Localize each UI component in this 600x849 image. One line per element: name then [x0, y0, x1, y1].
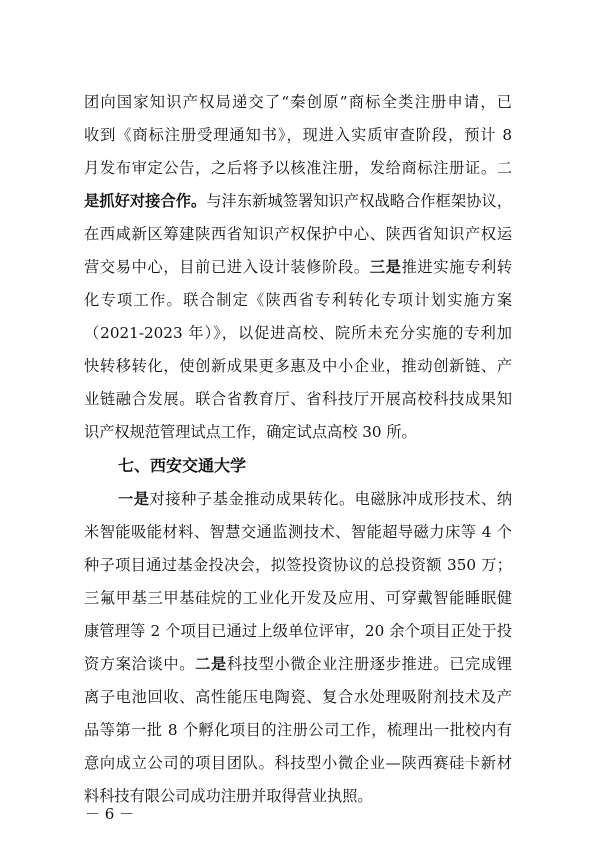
bold-lead: 三是	[369, 258, 402, 276]
text-line: 团向国家知识产权局递交了“秦创原”商标全类注册申请，已	[84, 93, 512, 111]
text-line: 收到《商标注册受理通知书》，现进入实质审查阶段，预计 8	[84, 126, 512, 144]
text-run: 科技型小微企业注册逐步推进。已完成锂	[226, 655, 513, 673]
text-line: 营交易中心，目前已进入设计装修阶段。三是推进实施专利转	[84, 258, 513, 276]
section-heading: 七、西安交通大学	[118, 456, 247, 475]
text-line: 识产权规范管理试点工作，确定试点高校 30 所。	[84, 423, 417, 441]
text-line: 三氟甲基三甲基硅烷的工业化开发及应用、可穿戴智能睡眠健	[84, 589, 512, 607]
text-line: 品等第一批 8 个孵化项目的注册公司工作，梳理出一批校内有	[84, 721, 512, 739]
text-line: 康管理等 2 个项目已通过上级单位评审，20 余个项目正处于投	[84, 622, 512, 640]
text-line: 料科技有限公司成功注册并取得营业执照。	[84, 787, 373, 805]
bold-lead	[195, 655, 512, 673]
text-line: 一是对接种子基金推动成果转化。电磁脉冲成形技术、纳	[118, 490, 513, 508]
text-line: 是抓好对接合作。与沣东新城签署知识产权战略合作框架协议，	[84, 192, 513, 210]
page-number: － 6 －	[85, 805, 135, 823]
text-line: 离子电池回收、高性能压电陶瓷、复合水处理吸附剂技术及产	[84, 688, 512, 706]
text-line: 意向成立公司的项目团队。科技型小微企业—陕西赛硅卡新材	[84, 754, 512, 772]
text-line: 业链融合发展。联合省教育厅、省科技厅开展高校科技成果知	[84, 390, 512, 408]
text-line: 在西咸新区筹建陕西省知识产权保护中心、陕西省知识产权运	[84, 225, 512, 243]
text-line: 快转移转化，使创新成果更多惠及中小企业，推动创新链、产	[84, 357, 512, 375]
text-line: 月发布审定公告，之后将予以核准注册，发给商标注册证。二	[84, 159, 512, 177]
text-line: 化专项工作。联合制定《陕西省专利转化专项计划实施方案	[84, 291, 513, 309]
text-line: （2021-2023 年）》，以促进高校、院所未充分实施的专利加	[84, 324, 512, 342]
text-run: 推进实施专利转	[401, 258, 513, 276]
text-line: 种子项目通过基金投决会，拟签投资协议的总投资额 350 万；	[84, 556, 512, 574]
bold-lead: 是抓好对接合作。	[84, 192, 207, 210]
text-line: 米智能吸能材料、智慧交通监测技术、智能超导磁力床等 4 个	[84, 523, 512, 541]
bold-lead	[370, 258, 512, 276]
text-line: 资方案洽谈中。二是科技型小微企业注册逐步推进。已完成锂	[84, 655, 513, 673]
bold-lead: 一是	[118, 490, 150, 508]
bold-lead: 二是	[195, 655, 227, 673]
